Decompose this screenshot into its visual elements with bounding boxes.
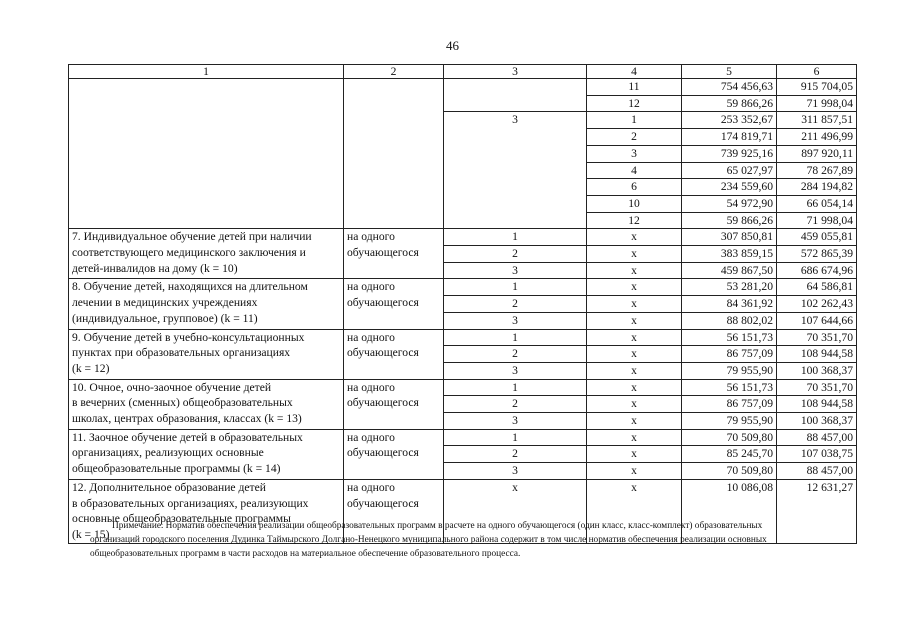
table-cell: 572 865,39: [777, 246, 857, 263]
table-cell: 311 857,51: [777, 112, 857, 129]
column-header: 4: [587, 65, 682, 79]
table-row: [69, 229, 857, 246]
description-line: 11. Заочное обучение детей в образовательных: [72, 430, 303, 444]
table-cell: 3: [444, 312, 587, 329]
table-cell: 1: [444, 429, 587, 446]
table-row: [69, 329, 857, 346]
table-cell: 107 038,75: [777, 446, 857, 463]
unit-line: на одного: [347, 280, 395, 294]
table-cell: 3: [587, 145, 682, 162]
unit-cell: [344, 329, 444, 379]
table-cell: 66 054,14: [777, 195, 857, 212]
unit-line: обучающегося: [347, 396, 419, 410]
table-cell: 10: [587, 195, 682, 212]
column-header: 5: [682, 65, 777, 79]
table-cell: 3: [444, 112, 587, 229]
table-cell: 739 925,16: [682, 145, 777, 162]
unit-line: на одного: [347, 230, 395, 244]
table-cell: 2: [444, 246, 587, 263]
description-line: (индивидуальное, групповое) (k = 11): [72, 311, 258, 325]
table-cell: 2: [444, 396, 587, 413]
table-cell: 3: [444, 262, 587, 279]
table-cell: 88 457,00: [777, 429, 857, 446]
table-cell: 78 267,89: [777, 162, 857, 179]
table-cell: х: [587, 429, 682, 446]
unit-line: на одного: [347, 380, 395, 394]
table-row: [69, 379, 857, 396]
unit-line: обучающегося: [347, 296, 419, 310]
page-number: 46: [446, 38, 459, 53]
table-cell: х: [587, 262, 682, 279]
table-cell: 3: [444, 413, 587, 430]
description-line: 7. Индивидуальное обучение детей при наличии: [72, 230, 312, 244]
table-cell: 107 644,66: [777, 312, 857, 329]
description-line: соответствующего медицинского заключения и: [72, 246, 306, 260]
section-description: [69, 379, 344, 429]
table-cell: 459 055,81: [777, 229, 857, 246]
table-cell: 108 944,58: [777, 346, 857, 363]
table-cell: 897 920,11: [777, 145, 857, 162]
description-line: основные общеобразовательные программы: [72, 512, 291, 526]
table-cell: 70 509,80: [682, 463, 777, 480]
table-cell: 65 027,97: [682, 162, 777, 179]
table-cell: 174 819,71: [682, 129, 777, 146]
footnote: [90, 519, 858, 561]
table-cell: 88 457,00: [777, 463, 857, 480]
table-cell: 12: [587, 95, 682, 112]
table-cell: 1: [444, 379, 587, 396]
table-cell: 284 194,82: [777, 179, 857, 196]
description-line: в вечерних (сменных) общеобразовательных: [72, 396, 293, 410]
column-header: 1: [69, 65, 344, 79]
section-description: [69, 279, 344, 329]
unit-cell: [344, 229, 444, 279]
table-cell: 86 757,09: [682, 396, 777, 413]
description-line: организациях, реализующих основные: [72, 446, 264, 460]
table-cell: х: [587, 312, 682, 329]
description-line: лечении в медицинских учреждениях: [72, 296, 258, 310]
table-cell: 59 866,26: [682, 95, 777, 112]
table-cell: 211 496,99: [777, 129, 857, 146]
section-description: [69, 429, 344, 479]
table-cell: 108 944,58: [777, 396, 857, 413]
table-cell: 100 368,37: [777, 413, 857, 430]
norm-table: [68, 64, 857, 544]
table-cell: х: [587, 479, 682, 543]
table-cell: 2: [444, 296, 587, 313]
table-cell: 1: [444, 229, 587, 246]
table-cell: 54 972,90: [682, 195, 777, 212]
column-header: 6: [777, 65, 857, 79]
table-cell: 88 802,02: [682, 312, 777, 329]
footnote-line: Примечание. Норматив обеспечения реализации общеобразовательных программ в расчете на одного обучающегося (один класс, класс-комплект) образовательных: [112, 521, 763, 531]
table-cell: х: [587, 463, 682, 480]
table-cell: 71 998,04: [777, 95, 857, 112]
table-cell: 64 586,81: [777, 279, 857, 296]
table-row: [69, 429, 857, 446]
table-cell: 1: [444, 329, 587, 346]
section-description: [69, 229, 344, 279]
unit-line: обучающегося: [347, 346, 419, 360]
unit-line: на одного: [347, 480, 395, 494]
unit-line: на одного: [347, 330, 395, 344]
description-line: детей-инвалидов на дому (k = 10): [72, 261, 238, 275]
table-cell: 53 281,20: [682, 279, 777, 296]
unit-cell: [344, 429, 444, 479]
table-cell: 1: [444, 279, 587, 296]
unit-line: обучающегося: [347, 246, 419, 260]
description-line: (k = 15): [72, 527, 110, 541]
description-line: 12. Дополнительное образование детей: [72, 480, 266, 494]
table-header-row: [69, 65, 857, 79]
table-cell: х: [587, 279, 682, 296]
table-cell: 56 151,73: [682, 379, 777, 396]
table-cell: 102 262,43: [777, 296, 857, 313]
table-cell: 754 456,63: [682, 79, 777, 96]
footnote-line: общеобразовательных программ в части расходов на материальное обеспечение образовательного процесса.: [90, 549, 521, 559]
table-cell: 2: [587, 129, 682, 146]
table-cell: 2: [444, 446, 587, 463]
table-row: [69, 279, 857, 296]
table-cell: 70 351,70: [777, 379, 857, 396]
table-cell: х: [587, 379, 682, 396]
table-cell: 253 352,67: [682, 112, 777, 129]
table-cell: 3: [444, 362, 587, 379]
footnote-line: организаций городского поселения Дудинка Таймырского Долгано-Ненецкого муниципального района содержит в том числе норматив обеспечения реализации основных: [90, 535, 767, 545]
table-cell: х: [587, 329, 682, 346]
table-cell: 79 955,90: [682, 362, 777, 379]
table-cell: 686 674,96: [777, 262, 857, 279]
table-cell: 459 867,50: [682, 262, 777, 279]
unit-line: обучающегося: [347, 496, 419, 510]
table-cell: 59 866,26: [682, 212, 777, 229]
table-cell: 10 086,08: [682, 479, 777, 543]
empty-cell: [444, 79, 587, 112]
table-cell: 11: [587, 79, 682, 96]
table-cell: 3: [444, 463, 587, 480]
table-cell: 85 245,70: [682, 446, 777, 463]
table-cell: 234 559,60: [682, 179, 777, 196]
table-cell: 79 955,90: [682, 413, 777, 430]
table-cell: 86 757,09: [682, 346, 777, 363]
table-cell: 12: [587, 212, 682, 229]
table-cell: 56 151,73: [682, 329, 777, 346]
empty-cell: [344, 79, 444, 229]
table-cell: х: [587, 413, 682, 430]
table-cell: х: [587, 296, 682, 313]
column-header: 3: [444, 65, 587, 79]
table-cell: 71 998,04: [777, 212, 857, 229]
table-cell: 70 509,80: [682, 429, 777, 446]
section-description: [69, 329, 344, 379]
table-cell: 70 351,70: [777, 329, 857, 346]
description-line: 8. Обучение детей, находящихся на длительном: [72, 280, 308, 294]
column-header: 2: [344, 65, 444, 79]
table-cell: 6: [587, 179, 682, 196]
description-line: 10. Очное, очно-заочное обучение детей: [72, 380, 272, 394]
table-cell: х: [587, 229, 682, 246]
table-cell: 383 859,15: [682, 246, 777, 263]
unit-cell: [344, 379, 444, 429]
table-cell: 307 850,81: [682, 229, 777, 246]
description-line: общеобразовательные программы (k = 14): [72, 462, 281, 476]
table-row: [69, 79, 857, 96]
empty-cell: [69, 79, 344, 229]
table-cell: х: [444, 479, 587, 543]
table-cell: х: [587, 346, 682, 363]
unit-line: на одного: [347, 430, 395, 444]
unit-cell: [344, 279, 444, 329]
table-cell: 2: [444, 346, 587, 363]
table-cell: 84 361,92: [682, 296, 777, 313]
unit-line: обучающегося: [347, 446, 419, 460]
table-cell: 100 368,37: [777, 362, 857, 379]
description-line: (k = 12): [72, 361, 110, 375]
table-cell: х: [587, 396, 682, 413]
table-cell: 915 704,05: [777, 79, 857, 96]
description-line: пунктах при образовательных организациях: [72, 346, 291, 360]
table-cell: 1: [587, 112, 682, 129]
table-cell: х: [587, 446, 682, 463]
description-line: в образовательных организациях, реализующих: [72, 496, 309, 510]
description-line: 9. Обучение детей в учебно-консультационных: [72, 330, 305, 344]
table-cell: 4: [587, 162, 682, 179]
table-cell: 12 631,27: [777, 479, 857, 543]
table-cell: х: [587, 362, 682, 379]
description-line: школах, центрах образования, классах (k = 13): [72, 412, 302, 426]
table-cell: х: [587, 246, 682, 263]
